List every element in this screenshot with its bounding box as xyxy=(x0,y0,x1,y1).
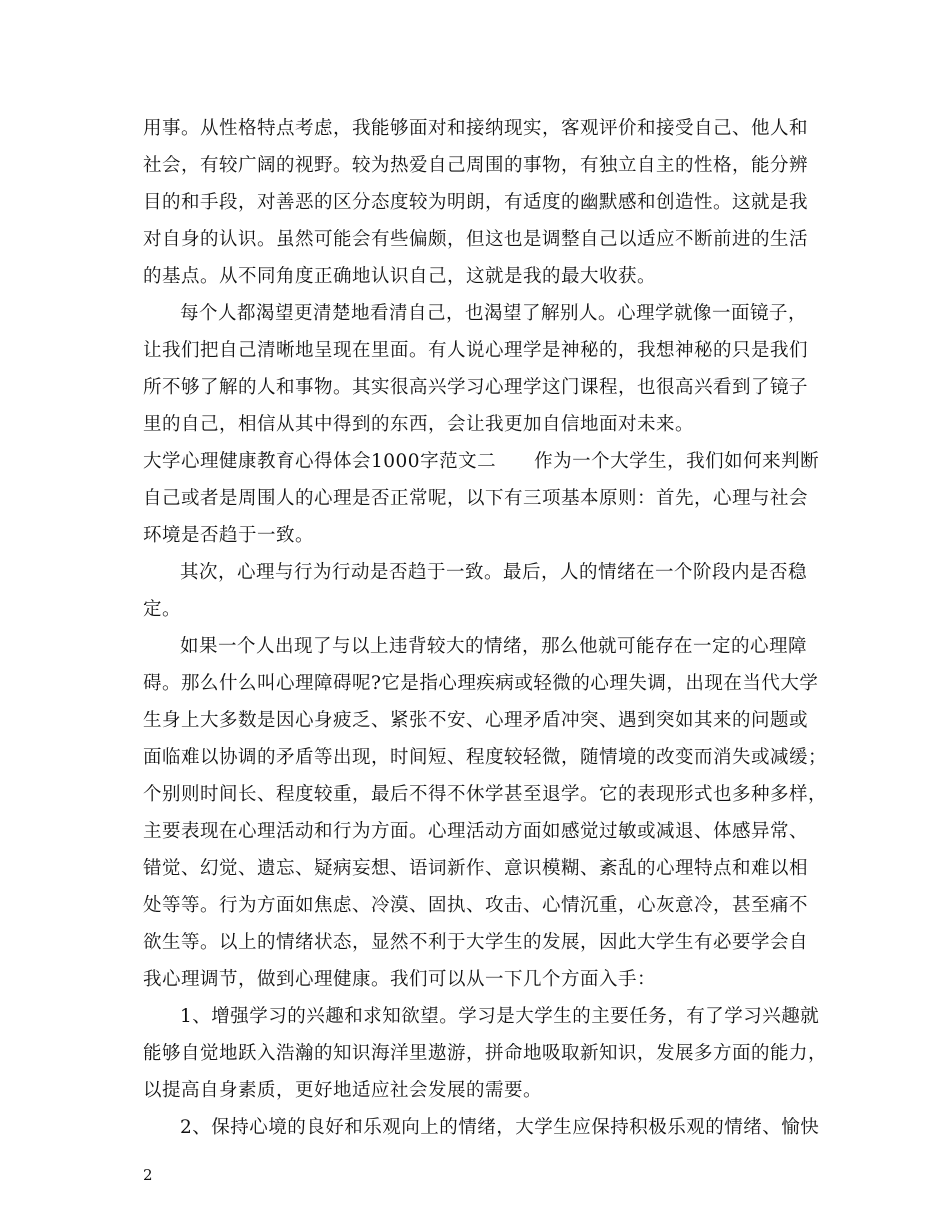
text-line: 处等等。行为方面如焦虑、冷漠、固执、攻击、心情沉重，心灰意冷，甚至痛不 xyxy=(143,895,809,916)
text-line: 欲生等。以上的情绪状态，显然不利于大学生的发展，因此大学生有必要学会自 xyxy=(143,932,809,953)
text-line: 对自身的认识。虽然可能会有些偏颇，但这也是调整自己以适应不断前进的生活 xyxy=(143,229,809,250)
page-number: 2 xyxy=(143,1166,153,1184)
text-line: 我心理调节，做到心理健康。我们可以从一下几个方面入手： xyxy=(143,969,657,990)
text-line: 每个人都渴望更清楚地看清自己，也渴望了解别人。心理学就像一面镜子， xyxy=(180,303,808,324)
text-line: 的基点。从不同角度正确地认识自己，这就是我的最大收获。 xyxy=(143,266,657,287)
text-line: 2、保持心境的良好和乐观向上的情绪，大学生应保持积极乐观的情绪、愉快 xyxy=(180,1117,820,1138)
heading-following-text: 作为一个大学生，我们如何来判断 xyxy=(534,451,820,472)
text-line: 社会，有较广阔的视野。较为热爱自己周围的事物，有独立自主的性格，能分辨 xyxy=(143,155,809,176)
text-line: 错觉、幻觉、遗忘、疑病妄想、语词新作、意识模糊、紊乱的心理特点和难以相 xyxy=(143,858,809,879)
text-line: 个别则时间长、程度较重，最后不得不休学甚至退学。它的表现形式也多种多样， xyxy=(143,784,828,805)
text-line: 如果一个人出现了与以上违背较大的情绪，那么他就可能存在一定的心理障 xyxy=(180,636,808,657)
text-line: 所不够了解的人和事物。其实很高兴学习心理学这门课程，也很高兴看到了镜子 xyxy=(143,377,809,398)
text-line: 主要表现在心理活动和行为方面。心理活动方面如感觉过敏或减退、体感异常、 xyxy=(143,821,809,842)
text-line: 自己或者是周围人的心理是否正常呢，以下有三项基本原则：首先，心理与社会 xyxy=(143,488,809,509)
text-line: 其次，心理与行为行动是否趋于一致。最后，人的情绪在一个阶段内是否稳 xyxy=(180,562,808,583)
text-line: 生身上大多数是因心身疲乏、紧张不安、心理矛盾冲突、遇到突如其来的问题或 xyxy=(143,710,809,731)
section-heading: 大学心理健康教育心得体会1000字范文二 xyxy=(143,451,497,472)
text-line: 用事。从性格特点考虑，我能够面对和接纳现实，客观评价和接受自己、他人和 xyxy=(143,118,809,139)
text-line: 环境是否趋于一致。 xyxy=(143,525,315,546)
text-line: 碍。那么什么叫心理障碍呢?它是指心理疾病或轻微的心理失调，出现在当代大学 xyxy=(143,673,819,694)
text-line: 面临难以协调的矛盾等出现，时间短、程度较轻微，随情境的改变而消失或减缓； xyxy=(143,747,828,768)
text-line: 让我们把自己清晰地呈现在里面。有人说心理学是神秘的，我想神秘的只是我们 xyxy=(143,340,809,361)
text-line: 以提高自身素质，更好地适应社会发展的需要。 xyxy=(143,1080,543,1101)
text-line: 里的自己，相信从其中得到的东西，会让我更加自信地面对未来。 xyxy=(143,414,695,435)
text-line: 目的和手段，对善恶的区分态度较为明朗，有适度的幽默感和创造性。这就是我 xyxy=(143,192,809,213)
text-line: 能够自觉地跃入浩瀚的知识海洋里遨游，拼命地吸取新知识，发展多方面的能力， xyxy=(143,1043,828,1064)
heading-line xyxy=(143,447,823,477)
text-line: 1、增强学习的兴趣和求知欲望。学习是大学生的主要任务，有了学习兴趣就 xyxy=(180,1006,820,1027)
text-line: 定。 xyxy=(143,599,182,620)
